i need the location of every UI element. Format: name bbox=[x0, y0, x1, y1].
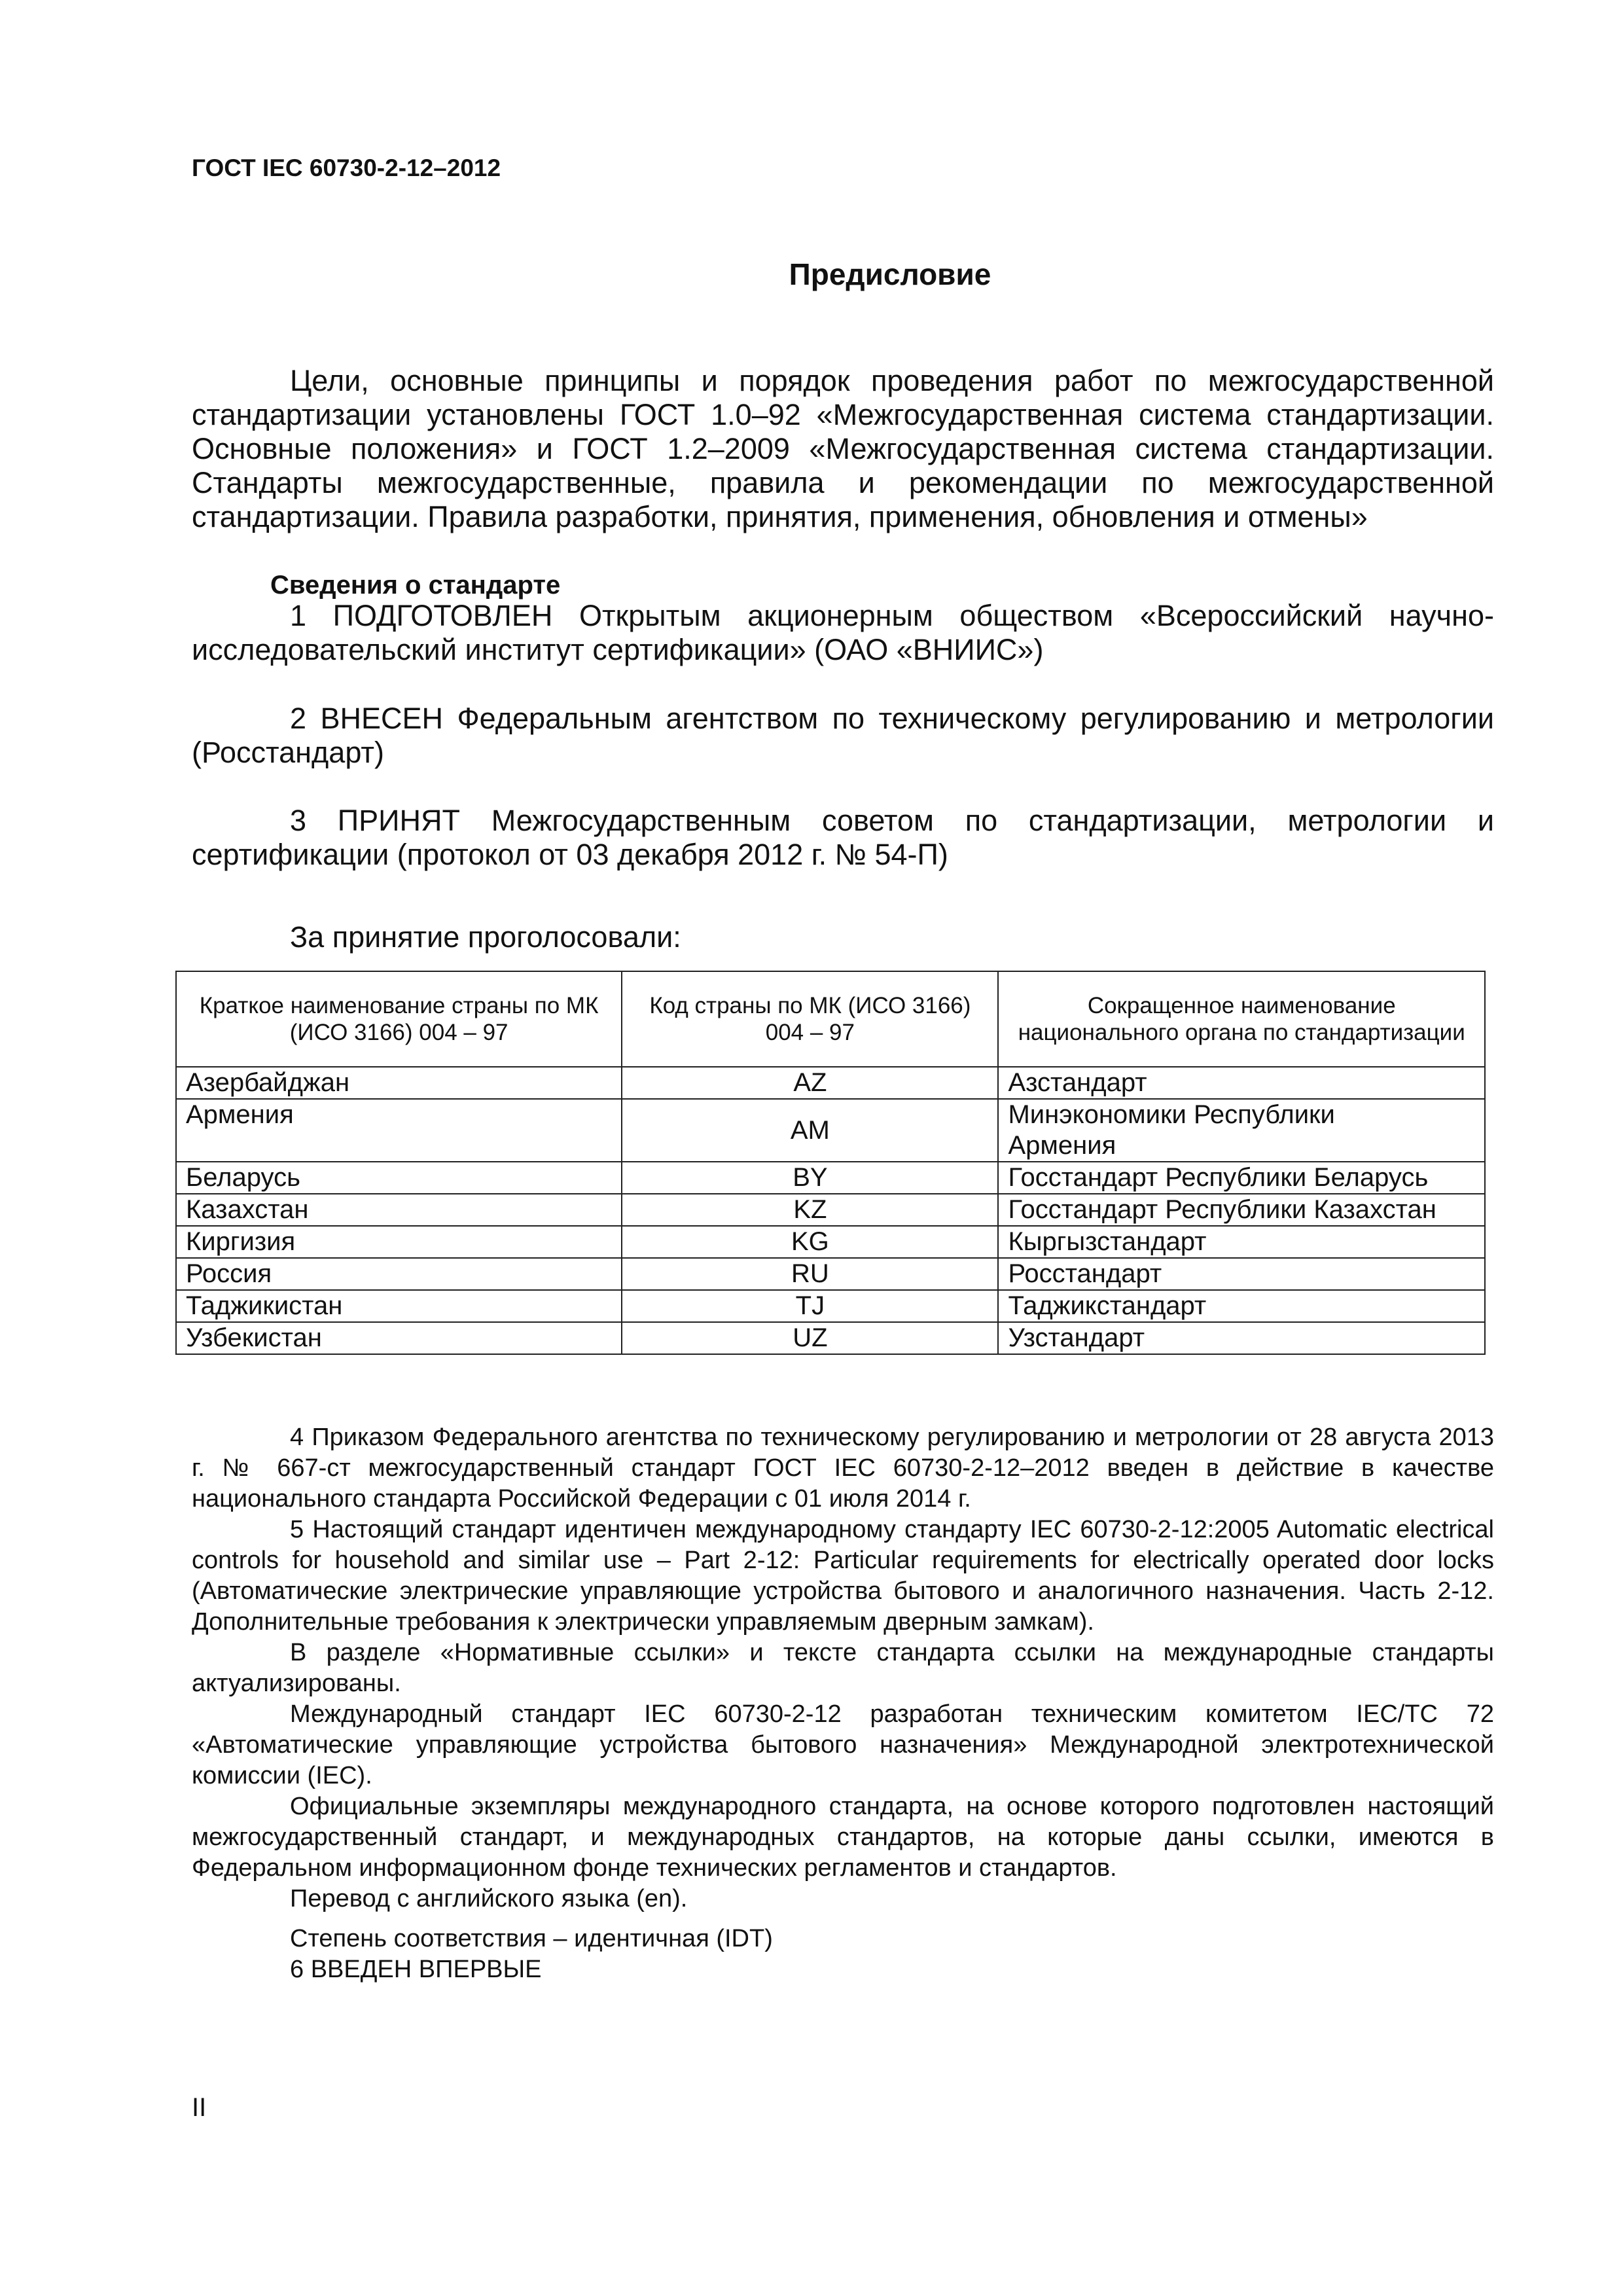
code-cell: BY bbox=[622, 1162, 998, 1194]
country-cell: Киргизия bbox=[176, 1226, 622, 1258]
code-cell: AZ bbox=[622, 1067, 998, 1099]
translation-paragraph: Перевод с английского языка (en). bbox=[290, 1885, 688, 1912]
table-row bbox=[176, 1099, 1485, 1162]
table-row bbox=[176, 1290, 1485, 1322]
standards-body-cell: Госстандарт Республики Казахстан bbox=[998, 1194, 1485, 1226]
item-4-order: 4 Приказом Федерального агентства по техническому регулированию и метрологии от 28 августа 2013 г. № 667-ст межгосударственный стандарт ГОСТ IEC 60730-2-12–2012 введен в действие в качестве национального стандарта Российской Федерации с 01 июля 2014 г. bbox=[192, 1424, 1494, 1513]
spacer bbox=[192, 1914, 1494, 1924]
table-row bbox=[176, 1067, 1485, 1099]
degree-paragraph: Степень соответствия – идентичная (IDT) bbox=[290, 1925, 773, 1952]
intro-paragraph: Цели, основные принципы и порядок проведения работ по межгосударственной стандартизации установлены ГОСТ 1.0–92 «Межгосударственная система стандартизации. Основные положения» и ГОСТ 1.2–2009 «Межгосударственная система стандартизации. Стандарты межгосударственные, правила и рекомендации по межгосударственной стандартизации. Правила разработки, принятия, применения, обновления и отмены» bbox=[192, 364, 1494, 533]
normative-references-paragraph: В разделе «Нормативные ссылки» и тексте стандарта ссылки на международные стандарты актуализированы. bbox=[192, 1639, 1494, 1697]
standards-body-cell: Госстандарт Республики Беларусь bbox=[998, 1162, 1485, 1194]
voting-countries-table bbox=[175, 971, 1486, 1355]
table-row bbox=[176, 1194, 1485, 1226]
table-header-row bbox=[176, 971, 1485, 1067]
standards-body-cell: Азстандарт bbox=[998, 1067, 1485, 1099]
table-row bbox=[176, 1322, 1485, 1354]
country-cell: Таджикистан bbox=[176, 1290, 622, 1322]
code-cell: AM bbox=[622, 1099, 998, 1162]
item-3-adopted: 3 ПРИНЯТ Межгосударственным советом по стандартизации, метрологии и сертификации (протокол от 03 декабря 2012 г. № 54-П) bbox=[192, 804, 1494, 871]
table-row bbox=[176, 1226, 1485, 1258]
country-cell: Беларусь bbox=[176, 1162, 622, 1194]
code-cell: TJ bbox=[622, 1290, 998, 1322]
header-country-code: Код страны по МК (ИСО 3166) 004 – 97 bbox=[622, 971, 998, 1067]
item-2-introduced: 2 ВНЕСЕН Федеральным агентством по техническому регулированию и метрологии (Росстандарт) bbox=[192, 702, 1494, 769]
standards-body-cell: Узстандарт bbox=[998, 1322, 1485, 1354]
code-cell: KG bbox=[622, 1226, 998, 1258]
page-number: II bbox=[192, 2093, 207, 2122]
country-cell: Армения bbox=[176, 1099, 622, 1162]
table-row bbox=[176, 1258, 1485, 1290]
country-cell: Казахстан bbox=[176, 1194, 622, 1226]
country-cell: Россия bbox=[176, 1258, 622, 1290]
page-title: Предисловие bbox=[789, 257, 991, 291]
country-cell: Азербайджан bbox=[176, 1067, 622, 1099]
standards-body-cell: Минэкономики Республики Армения bbox=[998, 1099, 1485, 1162]
item-1-prepared: 1 ПОДГОТОВЛЕН Открытым акционерным обществом «Всероссийский научно-исследовательский институт сертификации» (ОАО «ВНИИС») bbox=[192, 599, 1494, 666]
header-country-name: Краткое наименование страны по МК (ИСО 3166) 004 – 97 bbox=[176, 971, 622, 1067]
standards-body-cell: Росстандарт bbox=[998, 1258, 1485, 1290]
lower-section bbox=[192, 1422, 1494, 1985]
document-code-header: ГОСТ IEC 60730-2-12–2012 bbox=[192, 154, 501, 181]
code-cell: UZ bbox=[622, 1322, 998, 1354]
item-6-first-introduced: 6 ВВЕДЕН ВПЕРВЫЕ bbox=[290, 1956, 542, 1983]
code-cell: KZ bbox=[622, 1194, 998, 1226]
standards-body-cell: Таджикстандарт bbox=[998, 1290, 1485, 1322]
country-cell: Узбекистан bbox=[176, 1322, 622, 1354]
standards-body-cell: Кыргызстандарт bbox=[998, 1226, 1485, 1258]
technical-committee-paragraph: Международный стандарт IEC 60730-2-12 разработан техническим комитетом IEC/TC 72 «Автоматические управляющие устройства бытового назначения» Международной электротехнической комиссии (IEC). bbox=[192, 1700, 1494, 1789]
vote-intro: За принятие проголосовали: bbox=[290, 920, 681, 954]
code-cell: RU bbox=[622, 1258, 998, 1290]
table-row bbox=[176, 1162, 1485, 1194]
header-standards-body: Сокращенное наименование национального органа по стандартизации bbox=[998, 971, 1485, 1067]
standard-info-heading: Сведения о стандарте bbox=[270, 571, 561, 600]
item-5-identical: 5 Настоящий стандарт идентичен международному стандарту IEC 60730-2-12:2005 Automatic electrical controls for household and similar use – Part 2-12: Particular requirements for electrically operated door locks (Автоматические электрические управляющие устройства бытового и аналогичного назначения. Часть 2-12. Дополнительные требования к электрически управляемым дверным замкам). bbox=[192, 1516, 1494, 1636]
official-copies-paragraph: Официальные экземпляры международного стандарта, на основе которого подготовлен настоящий межгосударственный стандарт, и международных стандартов, на которые даны ссылки, имеются в Федеральном информационном фонде технических регламентов и стандартов. bbox=[192, 1793, 1494, 1882]
